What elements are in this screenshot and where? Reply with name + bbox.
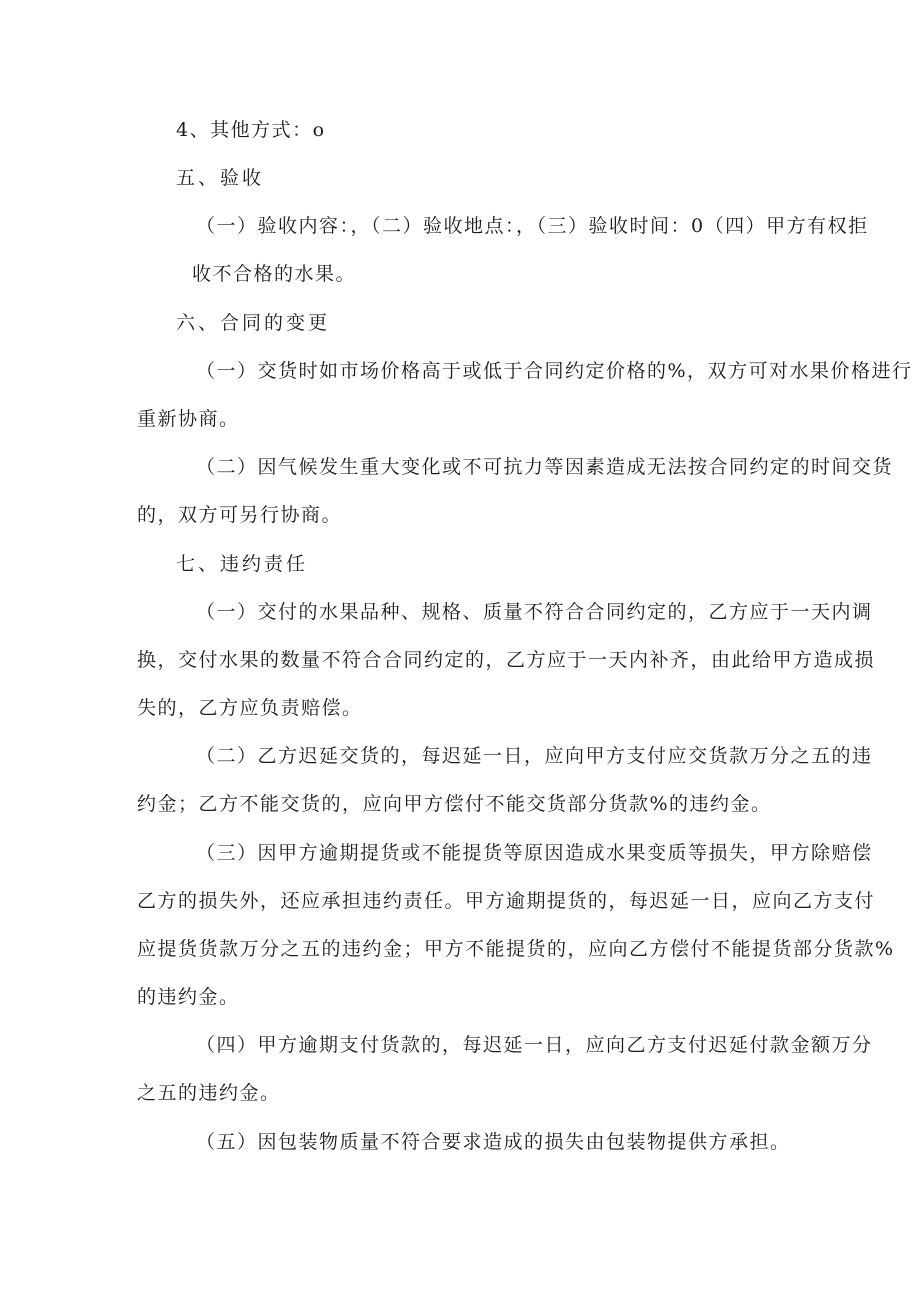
section-6-para-2-line-1: （二）因气候发生重大变化或不可抗力等因素造成无法按合同约定的时间交货 [196,456,894,478]
section-7-para-2-line-2: 约金；乙方不能交货的，应向甲方偿付不能交货部分货款%的违约金。 [137,793,772,815]
section-6-para-1-line-2: 重新协商。 [137,408,240,430]
item-4-text: 4、其他方式：o [176,119,326,141]
section-7-para-3-line-2: 乙方的损失外，还应承担违约责任。甲方逾期提货的，每迟延一日，应向乙方支付 [137,890,876,912]
section-7-para-4-line-2: 之五的违约金。 [137,1082,281,1104]
section-7-para-5-line-1: （五）因包装物质量不符合要求造成的损失由包装物提供方承担。 [196,1131,791,1153]
section-6-heading: 六、合同的变更 [176,312,331,334]
section-7-para-3-line-3: 应提货货款万分之五的违约金；甲方不能提货的，应向乙方偿付不能提货部分货款% [137,938,895,960]
section-5-heading: 五、验收 [176,167,265,189]
section-5-para-1-line-1: （一）验收内容：，（二）验收地点：，（三）验收时间：0（四）甲方有权拒 [196,215,869,237]
section-6-para-2-line-2: 的，双方可另行协商。 [137,504,343,526]
section-7-para-2-line-1: （二）乙方迟延交货的，每迟延一日，应向甲方支付应交货款万分之五的违 [196,745,873,767]
section-7-para-1-line-1: （一）交付的水果品种、规格、质量不符合合同约定的，乙方应于一天内调 [196,601,873,623]
section-6-para-1-line-1: （一）交货时如市场价格高于或低于合同约定价格的%，双方可对水果价格进行 [196,360,913,382]
section-5-para-1-line-2: 收不合格的水果。 [192,263,357,285]
section-7-para-1-line-2: 换，交付水果的数量不符合合同约定的，乙方应于一天内补齐，由此给甲方造成损 [137,649,876,671]
section-7-heading: 七、违约责任 [176,553,309,575]
section-7-para-3-line-1: （三）因甲方逾期提货或不能提货等原因造成水果变质等损失，甲方除赔偿 [196,842,873,864]
section-7-para-1-line-3: 失的，乙方应负责赔偿。 [137,697,363,719]
section-7-para-3-line-4: 的违约金。 [137,986,240,1008]
section-7-para-4-line-1: （四）甲方逾期支付货款的，每迟延一日，应向乙方支付迟延付款金额万分 [196,1034,873,1056]
